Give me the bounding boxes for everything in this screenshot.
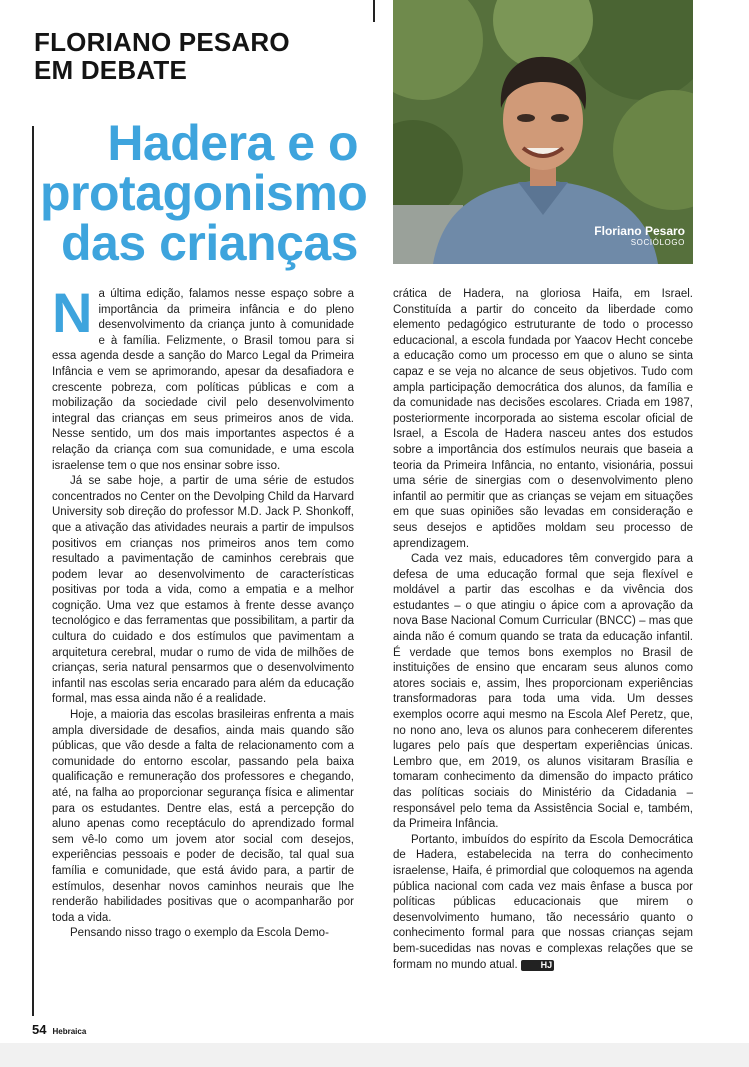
article-headline — [40, 115, 368, 271]
article-column-left — [52, 281, 354, 942]
column-title — [34, 28, 290, 84]
author-photo — [393, 0, 693, 264]
article-paragraph-4-continued: crática de Hadera, na gloriosa Haifa, em Israel. Constituída a partir do conceito da liberdade como elemento pedagógico estruturante de todo o processo educacional, a escola fundada por Yaacov Hecht concebe a educação como um processo em que o aluno se sinta capaz e se veja no alcance de seus objetivos. Tudo com ampla participação democrática dos alunos, da família e da comunidade nas decisões escolares. Criada em 1987, posteriormente incorporada ao sistema escolar oficial de Israel, a Escola de Hadera nasceu antes dos estudos sobre a importância dos estímulos neurais que baseia a teoria da Primeira Infância, no entanto, visionária, possui uma série de sinergias com o desenvolvimento pleno infantil ao permitir que as crianças se vejam em situações em que suas opiniões são levadas em consideração e seus desejos e aptidões moldam seu processo de aprendizagem. — [393, 288, 693, 550]
paragraph-6-text: Portanto, imbuídos do espírito da Escola Democrática de Hadera, estabelecida na terra do conhecimento israelense, Haifa, é primordial que coloquemos na agenda pública nacional com cada vez mais ênfase a busca por políticas públicas educacionais que mirem o desenvolvimento humano, tão necessário quanto o conhecimento formal para que nossas crianças sejam bem-sucedidas nas novas e complexas relações que se formam no mundo atual. — [393, 833, 693, 971]
magazine-name: Hebraica — [52, 1027, 87, 1036]
column-title-line-2: EM DEBATE — [34, 55, 187, 85]
article-side-rule — [32, 126, 34, 1016]
article-paragraph-2: Já se sabe hoje, a partir de uma série de estudos concentrados no Center on the Devolping Child da Harvard University sob direção do professor M.D. Jack P. Shonkoff, que a ativação das atividades neurais a partir de impulsos positivos em crianças nos primeiros anos tem como resultado a pavimentação de caminhos cerebrais que podem levar ao desenvolvimento de características positivas por toda a vida, como a empatia e a melhor cognição. Uma vez que estamos à frente desse avanço tecnológico e das ferramentas que possibilitam, a partir da cultura do cuidado e dos estímulos que pavimentam a arquitetura cerebral, mudar o rumo de vida de milhões de crianças, seria natural pensarmos que o desenvolvimento infantil nas escolas seria encarado para além da educação formal, mas essa ainda não é a realidade. — [52, 475, 354, 706]
author-name: Floriano Pesaro — [594, 224, 685, 238]
end-mark-logo: HJ — [521, 960, 555, 971]
bottom-margin-bar — [0, 1043, 749, 1067]
article-paragraph-5: Cada vez mais, educadores têm convergido para a defesa de uma educação formal que seja flexível e moldável a partir das escolhas e da vivência dos estudantes – o que atingiu o ápice com a aprovação da nova Base Nacional Comum Curricular (BNCC) – mas que ainda não é comum quando se trata da educação infantil. É verdade que temos bons exemplos no Brasil de instituições de ensino que encaram seus alunos como atores sociais e, assim, lhes proporcionam experiências transformadoras para toda uma vida. Um desses exemplos ocorre aqui mesmo na Escola Alef Peretz, que, no nono ano, leva os alunos para conhecerem diferentes lugares pelo país que despertam experiências únicas. Lembro que, em 2019, os alunos visitaram Brasília e tomaram conhecimento da dimensão do impacto prático das políticas sociais do Ministério da Cidadania – responsável pelo tema da Assistência Social e, também, da Primeira Infância. — [393, 553, 693, 831]
headline-line-1: Hadera e o — [107, 115, 358, 171]
author-role: SOCIÓLOGO — [630, 238, 685, 247]
article-paragraph-1 — [52, 281, 354, 474]
drop-cap: N — [52, 281, 93, 344]
page-number: 54 — [32, 1022, 47, 1037]
photo-caption — [594, 224, 685, 248]
paragraph-1-text: a última edição, falamos nesse espaço sobre a importância da primeira infância e do pleno desenvolvimento da criança junto à comunidade e à família. Felizmente, o Brasil tomou para si essa agenda desde a sanção do Marco Legal da Primeira Infância e vem se aprimorando, apesar da desafiadora e crescente pobreza, com políticas públicas e com a mobilização da sociedade civil pelo desenvolvimento integral das crianças em seus primeiros anos de vida. Nesse sentido, um dos mais importantes aspectos é a relação da criança com sua comunidade, e uma escola israelense tem o que nos ensinar sobre isso. — [52, 288, 354, 472]
headline-line-2: protagonismo — [40, 165, 368, 221]
headline-line-3: das crianças — [61, 215, 358, 271]
article-paragraph-3: Hoje, a maioria das escolas brasileiras enfrenta a mais ampla diversidade de desafios, ainda mais quando são públicas, que vão desde a falta de relacionamento com a comunidade do entorno escolar, passando pela baixa qualificação e remuneração dos professores e chegando, até, na falha ao proporcionar segurança física e alimentar para os estudantes. Dentre elas, está a percepção do aluno apenas como receptáculo do aprendizado formal sem vê-lo como um jovem ator social com desejos, experiências pessoais e poder de decisão, tal qual sua família e comunidade, que está ávido para, a partir de estímulos, desenhar novos caminhos neurais que lhe renderão habilidades positivas que o acompanharão por toda a vida. — [52, 709, 354, 924]
column-divider-top — [373, 0, 375, 22]
column-title-line-1: FLORIANO PESARO — [34, 27, 290, 57]
article-paragraph-4-start: Pensando nisso trago o exemplo da Escola Demo- — [70, 927, 329, 940]
article-column-right — [393, 287, 693, 973]
page-footer — [32, 1022, 86, 1037]
article-paragraph-6 — [393, 833, 693, 973]
